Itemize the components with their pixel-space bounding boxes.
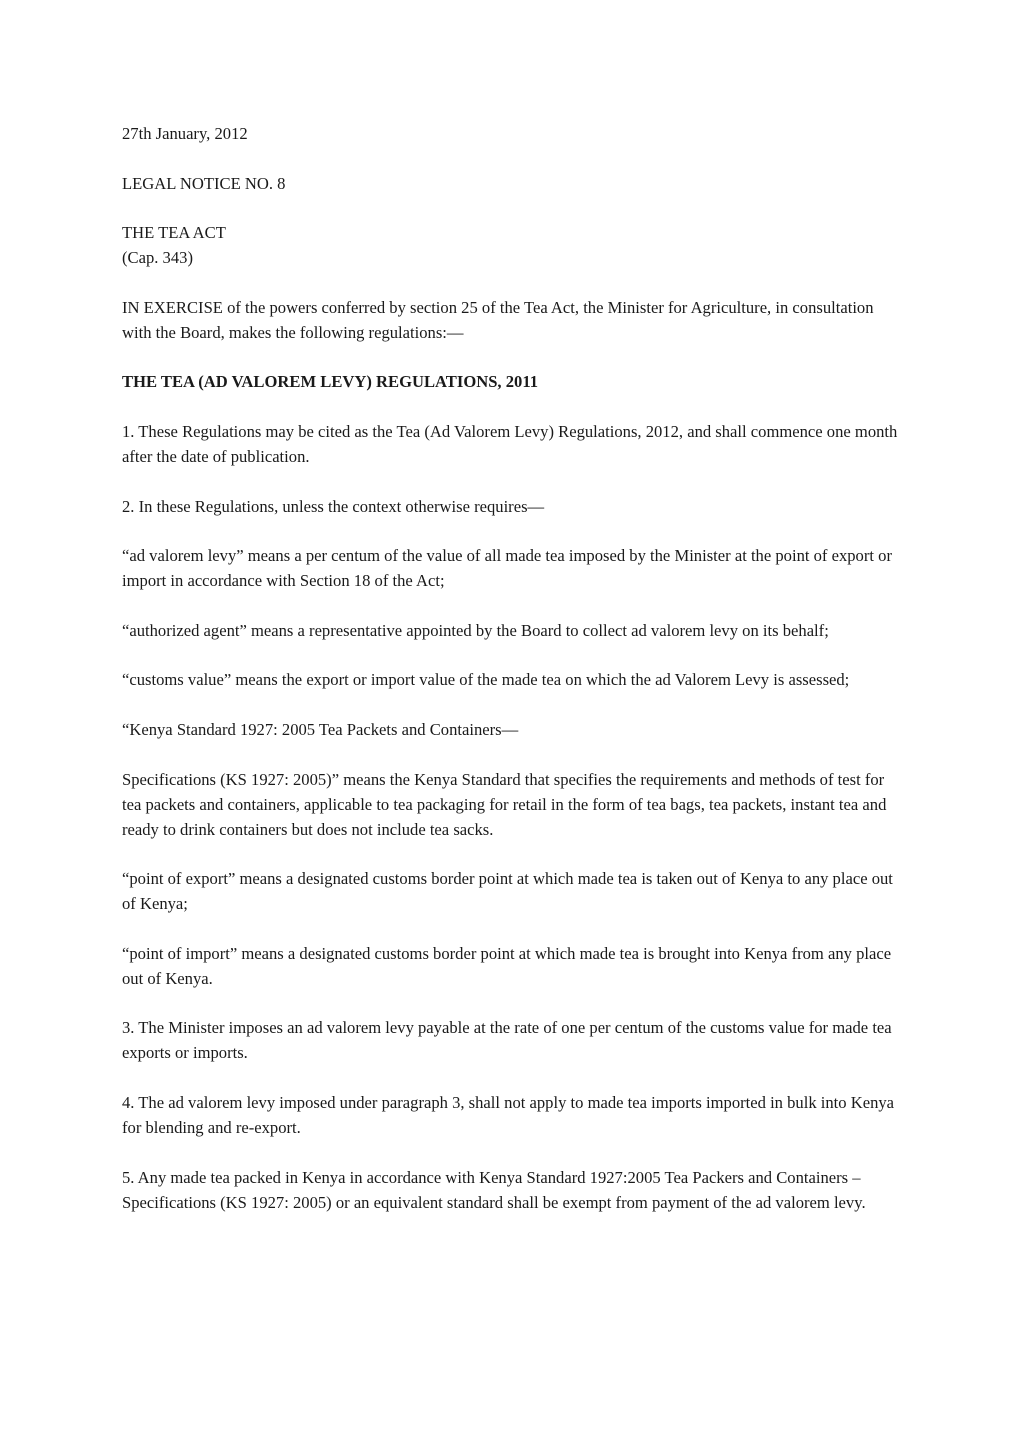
regulations-title: THE TEA (AD VALOREM LEVY) REGULATIONS, 2011	[122, 372, 539, 392]
document-body	[122, 121, 902, 1239]
paragraph-standard-exemption: 5. Any made tea packed in Kenya in accordance with Kenya Standard 1927:2005 Tea Packers and Containers – Specifications (KS 1927: 2005) or an equivalent standard shall be exempt from payment of the ad valorem levy.	[122, 1167, 866, 1212]
definition-authorized-agent: “authorized agent” means a representative appointed by the Board to collect ad valorem levy on its behalf;	[122, 620, 829, 640]
definition-kenya-standard: Specifications (KS 1927: 2005)” means the Kenya Standard that specifies the requirements and methods of test for tea packets and containers, applicable to tea packaging for retail in the form of tea bags, tea packets, instant tea and ready to drink containers but does not include tea sacks.	[122, 769, 887, 839]
paragraph-interpretation: 2. In these Regulations, unless the context otherwise requires—	[122, 496, 545, 516]
preamble: IN EXERCISE of the powers conferred by section 25 of the Tea Act, the Minister for Agriculture, in consultation with the Board, makes the following regulations:—	[122, 297, 874, 342]
definition-kenya-standard-heading: “Kenya Standard 1927: 2005 Tea Packets and Containers—	[122, 719, 519, 739]
paragraph-bulk-exemption: 4. The ad valorem levy imposed under paragraph 3, shall not apply to made tea imports imported in bulk into Kenya for blending and re-export.	[122, 1092, 895, 1137]
paragraph-levy-rate: 3. The Minister imposes an ad valorem levy payable at the rate of one per centum of the customs value for made tea exports or imports.	[122, 1018, 892, 1063]
legal-notice-number: LEGAL NOTICE NO. 8	[122, 173, 286, 193]
notice-date: 27th January, 2012	[122, 124, 248, 143]
act-title: THE TEA ACT	[122, 223, 226, 243]
paragraph-citation: 1. These Regulations may be cited as the Tea (Ad Valorem Levy) Regulations, 2012, and shall commence one month after the date of publication.	[122, 421, 898, 466]
definition-customs-value: “customs value” means the export or import value of the made tea on which the ad Valorem Levy is assessed;	[122, 670, 850, 690]
definition-point-of-import: “point of import” means a designated customs border point at which made tea is brought into Kenya from any place out of Kenya.	[122, 943, 892, 988]
definition-point-of-export: “point of export” means a designated customs border point at which made tea is taken out of Kenya to any place out of Kenya;	[122, 869, 893, 914]
act-chapter: (Cap. 343)	[122, 248, 193, 268]
definition-ad-valorem-levy: “ad valorem levy” means a per centum of the value of all made tea imposed by the Minister at the point of export or import in accordance with Section 18 of the Act;	[122, 546, 892, 591]
